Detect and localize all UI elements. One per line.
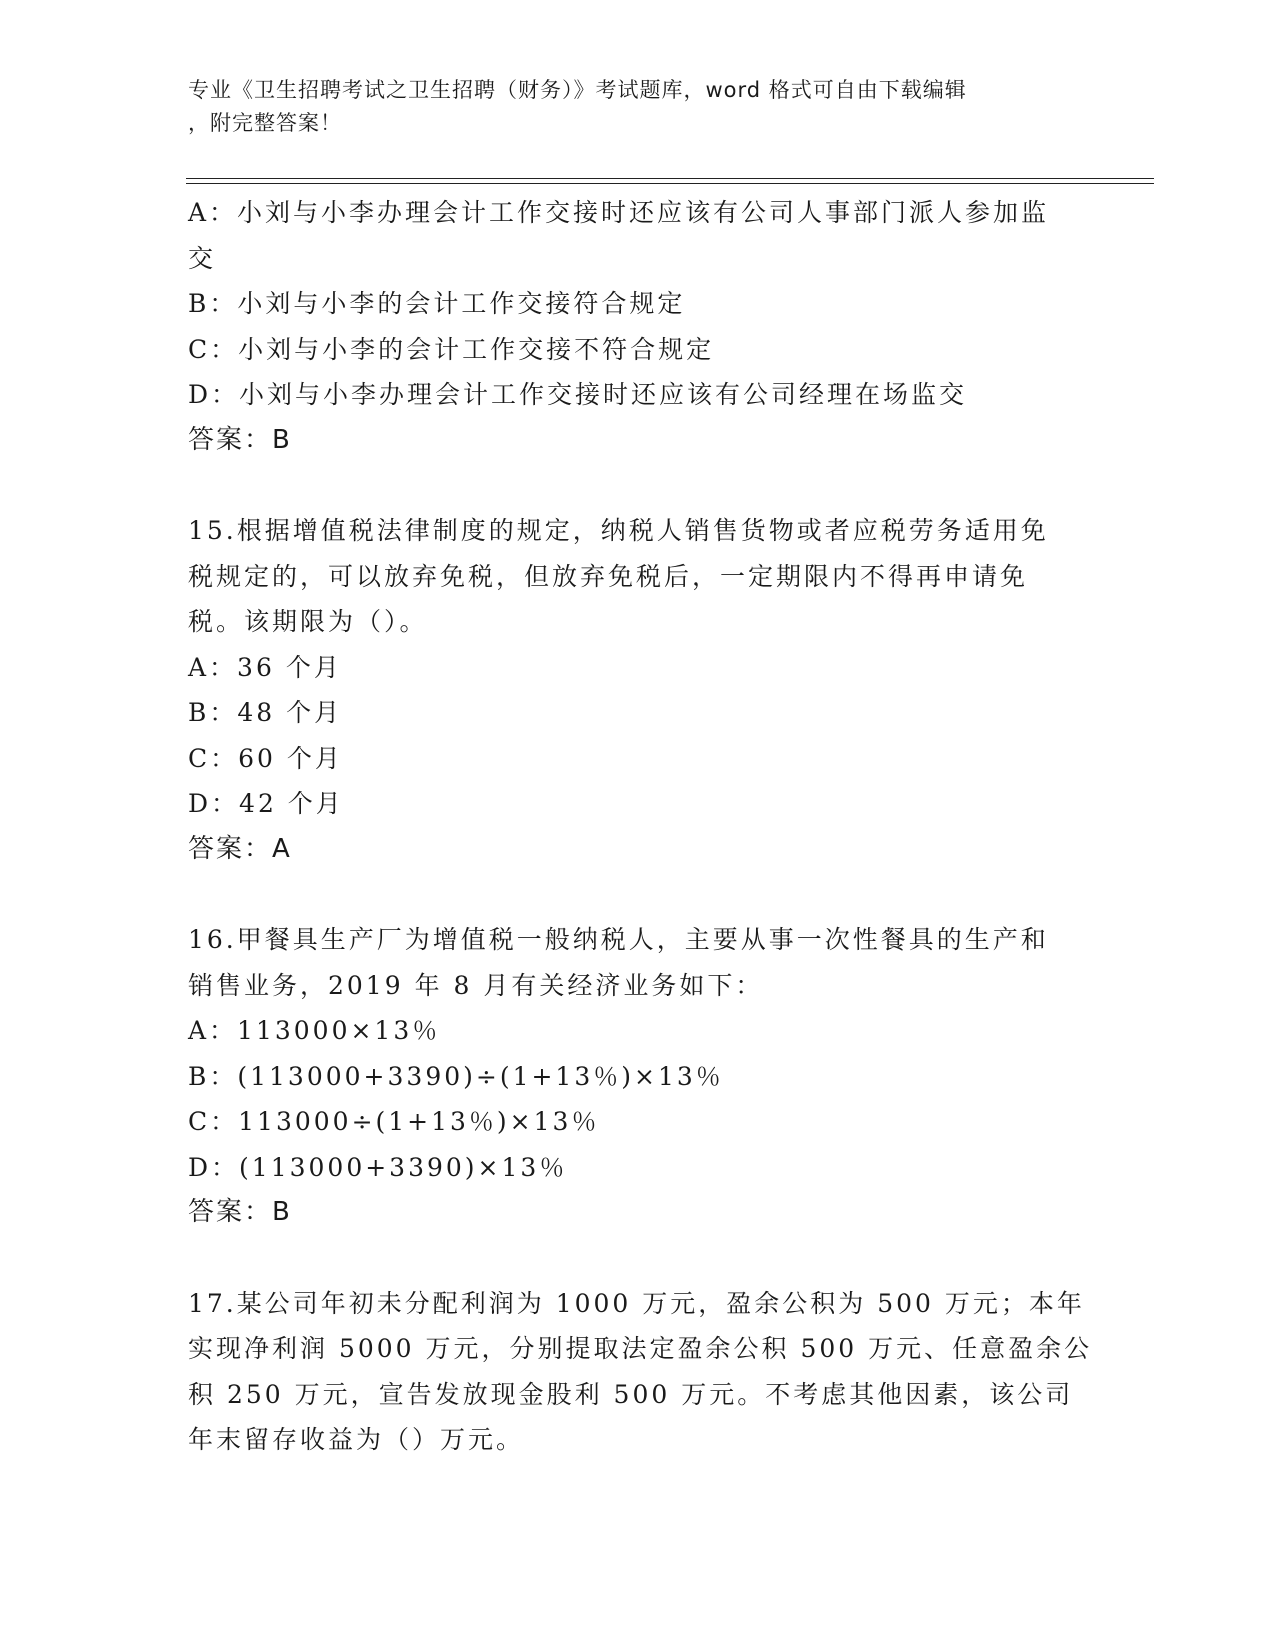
question-17 [188, 1281, 1093, 1463]
question-stem-line: 16.甲餐具生产厂为增值税一般纳税人，主要从事一次性餐具的生产和 [188, 925, 1049, 954]
option-b: B：小刘与小李的会计工作交接符合规定 [188, 289, 686, 318]
option-c: C：113000÷(1+13％)×13％ [188, 1107, 600, 1136]
header-line-1: 专业《卫生招聘考试之卫生招聘（财务）》考试题库，word 格式可自由下载编辑 [188, 78, 967, 102]
question-stem-line: 17.某公司年初未分配利润为 1000 万元，盈余公积为 500 万元；本年 [188, 1288, 1085, 1318]
question-14-options [188, 190, 1088, 463]
question-stem-line: 15.根据增值税法律制度的规定，纳税人销售货物或者应税劳务适用免 [188, 516, 1049, 545]
option-d: D：(113000+3390)×13％ [188, 1152, 568, 1182]
answer-label: 答案：B [188, 424, 292, 455]
spacer [188, 463, 1088, 508]
spacer [188, 872, 1088, 917]
question-stem-line: 积 250 万元，宣告发放现金股利 500 万元。不考虑其他因素，该公司 [188, 1379, 1074, 1409]
question-stem-line: 实现净利润 5000 万元，分别提取法定盈余公积 500 万元、任意盈余公 [188, 1334, 1093, 1363]
option-d: D：42 个月 [188, 789, 344, 818]
question-stem-line: 年末留存收益为（）万元。 [188, 1425, 525, 1454]
answer-label: 答案：B [188, 1197, 292, 1227]
option-c: C：小刘与小李的会计工作交接不符合规定 [188, 334, 715, 364]
question-16 [188, 917, 1088, 1236]
option-b: B：48 个月 [188, 698, 343, 727]
question-stem-line: 销售业务，2019 年 8 月有关经济业务如下： [188, 970, 764, 1000]
header-line-2: ，附完整答案！ [188, 111, 342, 135]
answer-label: 答案：A [188, 833, 292, 864]
question-stem-line: 税。该期限为（）。 [188, 607, 428, 636]
option-a-line-2: 交 [188, 243, 217, 273]
question-15 [188, 508, 1088, 872]
document-header [188, 74, 1068, 140]
option-a: A：113000×13％ [188, 1016, 441, 1045]
option-b: B：(113000+3390)÷(1+13％)×13％ [188, 1061, 724, 1091]
question-stem-line: 税规定的，可以放弃免税，但放弃免税后，一定期限内不得再申请免 [188, 561, 1029, 591]
spacer [188, 1236, 1088, 1281]
header-divider [186, 178, 1154, 184]
option-c: C：60 个月 [188, 743, 343, 773]
option-a: A：36 个月 [188, 652, 342, 682]
question-content [188, 190, 1093, 1463]
option-a-line-1: A：小刘与小李办理会计工作交接时还应该有公司人事部门派人参加监 [188, 198, 1050, 227]
option-d: D：小刘与小李办理会计工作交接时还应该有公司经理在场监交 [188, 380, 968, 409]
